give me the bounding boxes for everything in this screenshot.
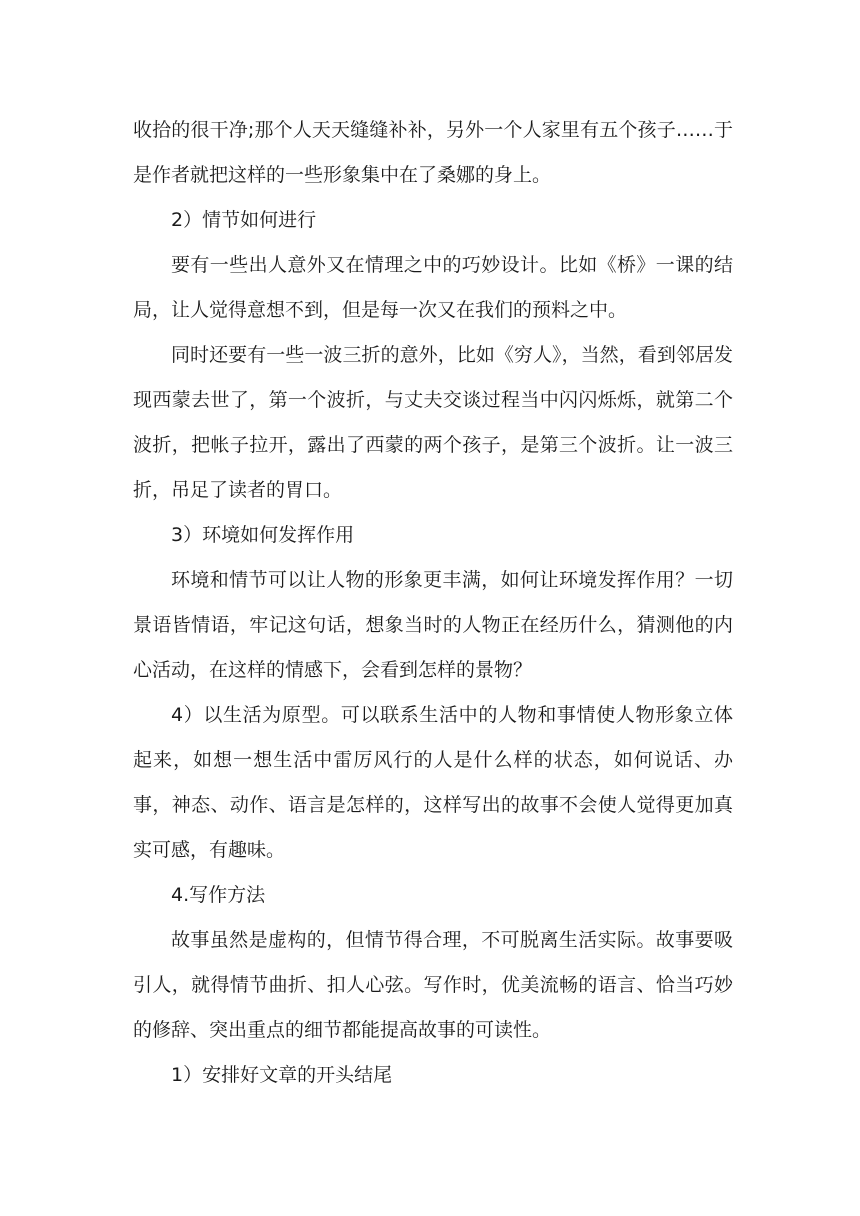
paragraph-writing-method: 故事虽然是虚构的，但情节得合理，不可脱离生活实际。故事要吸引人，就得情节曲折、扣人心弦。写作时，优美流畅的语言、恰当巧妙的修辞、突出重点的细节都能提高故事的可读性。 (133, 929, 733, 1041)
section-heading-writing-method: 4.写作方法 (171, 884, 266, 906)
section-heading-environment: 3）环境如何发挥作用 (171, 524, 355, 546)
section-heading-plot: 2）情节如何进行 (171, 209, 317, 231)
paragraph-plot-twists: 同时还要有一些一波三折的意外，比如《穷人》，当然，看到邻居发现西蒙去世了，第一个波折，与丈夫交谈过程当中闪闪烁烁，就第二个波折，把帐子拉开，露出了西蒙的两个孩子，是第三个波折。让一波三折，吊足了读者的胃口。 (133, 344, 733, 501)
section-heading-opening-ending: 1）安排好文章的开头结尾 (171, 1064, 393, 1086)
document-body (133, 108, 733, 1098)
paragraph-plot-design: 要有一些出人意外又在情理之中的巧妙设计。比如《桥》一课的结局，让人觉得意想不到，但是每一次又在我们的预料之中。 (133, 254, 733, 321)
paragraph-life-prototype: 4）以生活为原型。可以联系生活中的人物和事情使人物形象立体起来，如想一想生活中雷厉风行的人是什么样的状态，如何说话、办事，神态、动作、语言是怎样的，这样写出的故事不会使人觉得更加真实可感，有趣味。 (133, 704, 733, 861)
paragraph-continuation: 收拾的很干净;那个人天天缝缝补补，另外一个人家里有五个孩子……于是作者就把这样的一些形象集中在了桑娜的身上。 (133, 119, 733, 186)
paragraph-environment: 环境和情节可以让人物的形象更丰满，如何让环境发挥作用？一切景语皆情语，牢记这句话，想象当时的人物正在经历什么，猜测他的内心活动，在这样的情感下，会看到怎样的景物？ (133, 569, 733, 681)
